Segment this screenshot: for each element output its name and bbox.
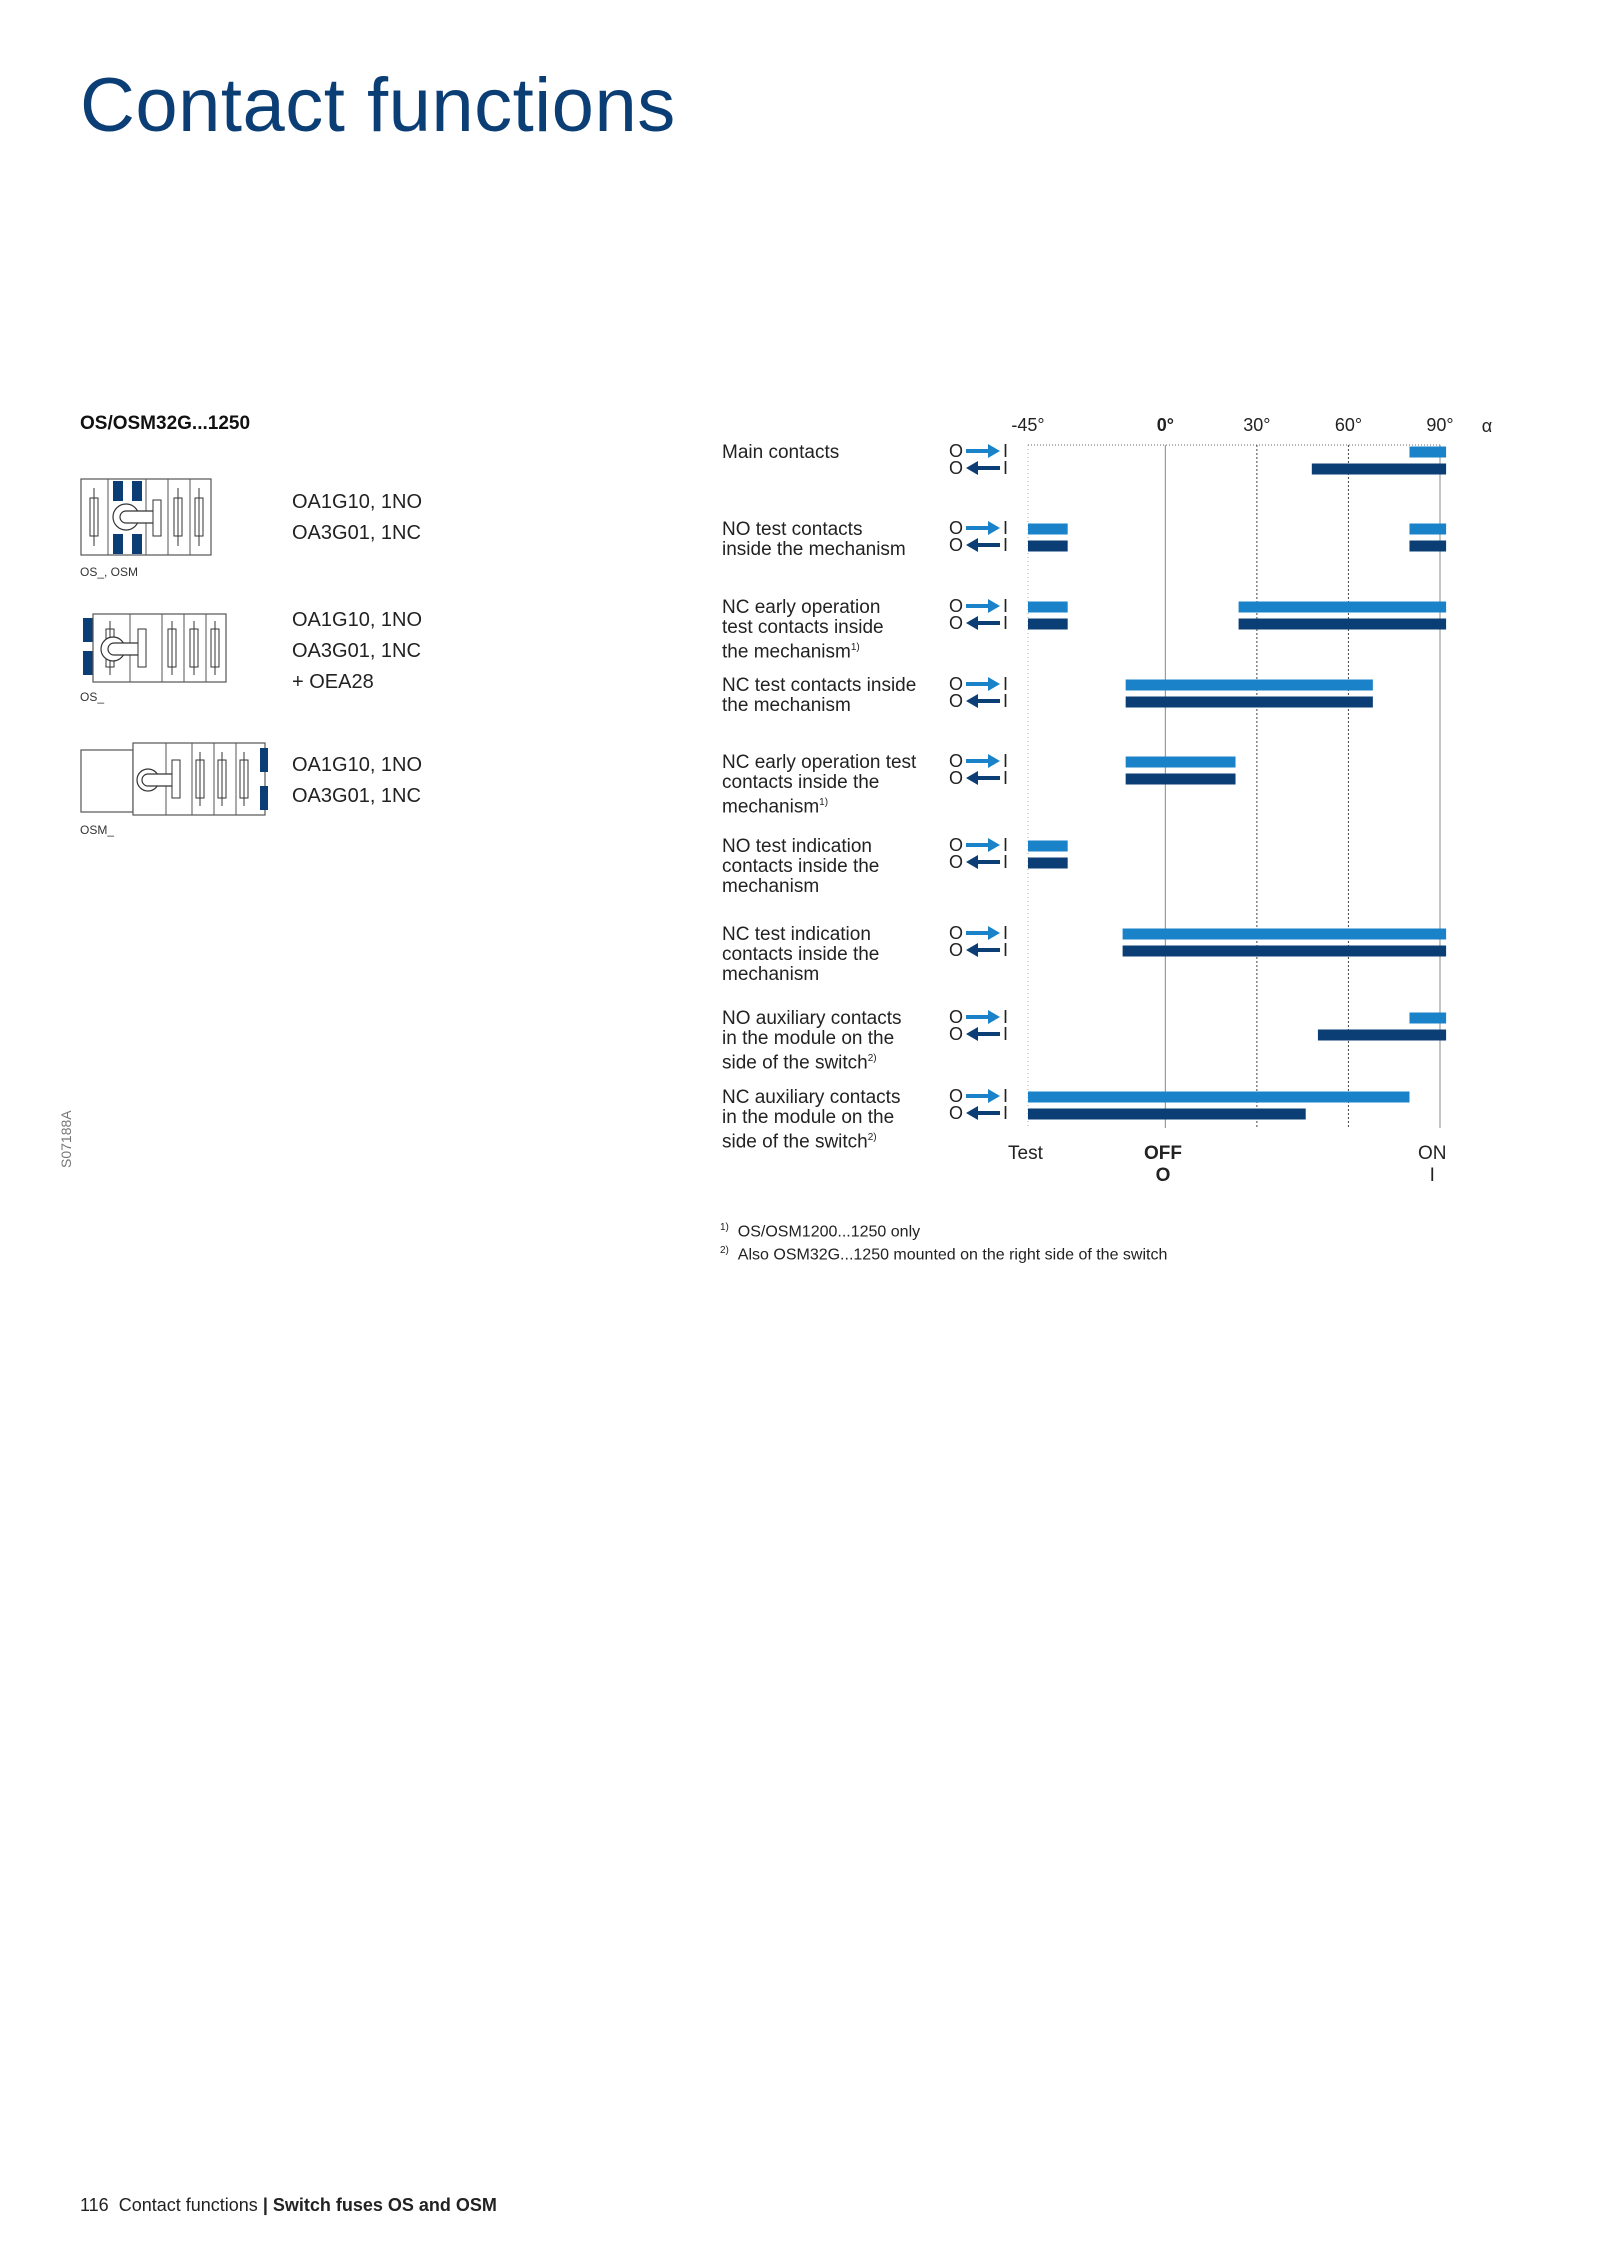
variant-line: OA1G10, 1NO bbox=[292, 609, 423, 631]
variant-line: OA1G10, 1NO bbox=[292, 491, 423, 513]
break-bar bbox=[1028, 541, 1068, 552]
make-bar bbox=[1409, 447, 1446, 458]
label-line: the mechanism bbox=[722, 695, 851, 716]
i-symbol: I bbox=[1003, 674, 1009, 694]
axis-tick-label: 90° bbox=[1426, 415, 1454, 435]
make-bar bbox=[1028, 524, 1068, 535]
i-symbol: I bbox=[1003, 518, 1009, 538]
axis-tick-label: 30° bbox=[1243, 415, 1271, 435]
variant-line: OA1G10, 1NO bbox=[292, 754, 423, 776]
contact-function-label bbox=[722, 598, 884, 662]
o-symbol: O bbox=[949, 852, 964, 872]
footer-doc-title: Switch fuses OS and OSM bbox=[272, 2195, 497, 2215]
footnote-2 bbox=[720, 1245, 1167, 1264]
device-illustration-osm bbox=[80, 742, 270, 837]
i-symbol: I bbox=[1003, 691, 1009, 711]
footnote-ref: 2) bbox=[867, 1053, 877, 1064]
switch-diagram-icon bbox=[80, 613, 230, 685]
break-bar bbox=[1126, 774, 1236, 785]
make-bar bbox=[1239, 602, 1447, 613]
make-bar bbox=[1409, 1013, 1446, 1024]
i-symbol: I bbox=[1003, 1024, 1009, 1044]
variant-line: OA3G01, 1NC bbox=[292, 640, 421, 662]
i-symbol: I bbox=[1003, 923, 1009, 943]
label-line: mechanism$^{1)}$ bbox=[722, 796, 829, 818]
o-symbol: O bbox=[949, 768, 964, 788]
make-bar bbox=[1028, 602, 1068, 613]
o-symbol: O bbox=[949, 940, 964, 960]
contact-function-label bbox=[722, 443, 839, 463]
position-test-label: Test bbox=[1008, 1143, 1043, 1164]
make-bar bbox=[1123, 929, 1446, 940]
page-number: 116 bbox=[80, 2195, 109, 2215]
label-line: mechanism bbox=[722, 964, 820, 985]
label-line: NO auxiliary contacts bbox=[722, 1008, 902, 1029]
break-bar bbox=[1123, 946, 1446, 957]
device-illustration-os bbox=[80, 613, 230, 704]
contact-function-label bbox=[722, 925, 879, 985]
o-symbol: O bbox=[949, 674, 964, 694]
o-symbol: O bbox=[949, 1103, 964, 1123]
footnote-text: OS/OSM1200...1250 only bbox=[737, 1223, 921, 1241]
i-symbol: I bbox=[1003, 1086, 1009, 1106]
i-symbol: I bbox=[1003, 1103, 1009, 1123]
i-symbol: I bbox=[1003, 613, 1009, 633]
break-bar bbox=[1409, 541, 1446, 552]
section-heading: OS/OSM32G...1250 bbox=[80, 413, 251, 434]
break-bar bbox=[1312, 464, 1446, 475]
figure-code: S07188A bbox=[58, 1110, 74, 1168]
break-bar bbox=[1239, 619, 1447, 630]
label-line: NC early operation test bbox=[722, 752, 917, 773]
on-symbol: I bbox=[1429, 1165, 1435, 1186]
label-line: NO test contacts bbox=[722, 519, 863, 540]
make-bar bbox=[1126, 757, 1236, 768]
make-bar bbox=[1409, 524, 1446, 535]
label-line: side of the switch$^{2)}$ bbox=[722, 1052, 877, 1074]
contact-function-label bbox=[722, 837, 879, 897]
break-bar bbox=[1028, 1109, 1306, 1120]
label-line: inside the mechanism bbox=[722, 539, 906, 560]
o-symbol: O bbox=[949, 1024, 964, 1044]
variant-line: OA3G01, 1NC bbox=[292, 785, 421, 807]
i-symbol: I bbox=[1003, 458, 1009, 478]
label-line: NC test indication bbox=[722, 924, 871, 945]
label-line: in the module on the bbox=[722, 1107, 895, 1128]
position-off-label bbox=[1144, 1143, 1182, 1187]
make-bar bbox=[1028, 1092, 1409, 1103]
device-variants bbox=[292, 605, 422, 698]
o-symbol: O bbox=[949, 923, 964, 943]
o-symbol: O bbox=[949, 613, 964, 633]
device-caption: OS_, OSM bbox=[80, 565, 139, 579]
footnote-ref: 1) bbox=[850, 642, 860, 653]
i-symbol: I bbox=[1003, 768, 1009, 788]
label-line: NC test contacts inside bbox=[722, 675, 917, 696]
o-symbol: O bbox=[949, 1007, 964, 1027]
o-symbol: O bbox=[949, 596, 964, 616]
break-bar bbox=[1028, 619, 1068, 630]
footer-section: Contact functions bbox=[118, 2195, 258, 2215]
off-text: OFF bbox=[1144, 1143, 1182, 1164]
footnote-mark: 1) bbox=[720, 1222, 729, 1233]
device-variants bbox=[292, 487, 422, 549]
contact-timing-diagram bbox=[980, 405, 1520, 1185]
o-symbol: O bbox=[949, 441, 964, 461]
variant-line: OA3G01, 1NC bbox=[292, 522, 421, 544]
label-line: contacts inside the bbox=[722, 856, 880, 877]
label-line: test contacts inside bbox=[722, 617, 884, 638]
o-symbol: O bbox=[949, 518, 964, 538]
break-bar bbox=[1028, 858, 1068, 869]
footnote-ref: 2) bbox=[867, 1132, 877, 1143]
make-bar bbox=[1028, 841, 1068, 852]
footnote-ref: 1) bbox=[819, 797, 829, 808]
page-footer bbox=[80, 2195, 497, 2216]
o-symbol: O bbox=[949, 535, 964, 555]
o-symbol: O bbox=[949, 691, 964, 711]
footer-separator: | bbox=[262, 2195, 268, 2215]
contact-function-label bbox=[722, 520, 906, 560]
i-symbol: I bbox=[1003, 852, 1009, 872]
position-on-label bbox=[1418, 1143, 1447, 1187]
page-title: Contact functions bbox=[80, 63, 676, 148]
label-line: NO test indication bbox=[722, 836, 872, 857]
footnote-mark: 2) bbox=[720, 1245, 729, 1256]
label-line: contacts inside the bbox=[722, 772, 880, 793]
footnote-1 bbox=[720, 1222, 920, 1241]
contact-function-label bbox=[722, 1009, 902, 1073]
o-symbol: O bbox=[949, 751, 964, 771]
i-symbol: I bbox=[1003, 751, 1009, 771]
i-symbol: I bbox=[1003, 1007, 1009, 1027]
label-line: the mechanism$^{1)}$ bbox=[722, 641, 860, 663]
break-bar bbox=[1318, 1030, 1446, 1041]
o-symbol: O bbox=[949, 458, 964, 478]
variant-line: + OEA28 bbox=[292, 671, 374, 693]
device-illustration-os-osm bbox=[80, 478, 215, 579]
i-symbol: I bbox=[1003, 940, 1009, 960]
i-symbol: I bbox=[1003, 596, 1009, 616]
switch-diagram-icon bbox=[80, 478, 215, 558]
i-symbol: I bbox=[1003, 441, 1009, 461]
label-line: side of the switch$^{2)}$ bbox=[722, 1131, 877, 1153]
break-bar bbox=[1126, 697, 1373, 708]
label-line: Main contacts bbox=[722, 442, 840, 463]
switch-diagram-icon bbox=[80, 742, 270, 818]
off-symbol: O bbox=[1155, 1165, 1171, 1186]
label-line: NC auxiliary contacts bbox=[722, 1087, 901, 1108]
label-line: NC early operation bbox=[722, 597, 881, 618]
device-variants bbox=[292, 750, 422, 812]
axis-tick-label: 60° bbox=[1334, 415, 1363, 435]
label-line: contacts inside the bbox=[722, 944, 880, 965]
contact-function-label bbox=[722, 753, 916, 817]
alpha-symbol: α bbox=[1481, 416, 1493, 436]
device-caption: OSM_ bbox=[80, 823, 115, 837]
on-text: ON bbox=[1418, 1143, 1447, 1164]
contact-function-label bbox=[722, 676, 916, 716]
footnote-text: Also OSM32G...1250 mounted on the right side of the switch bbox=[737, 1246, 1168, 1264]
i-symbol: I bbox=[1003, 835, 1009, 855]
axis-tick-label: 0° bbox=[1156, 415, 1174, 435]
device-caption: OS_ bbox=[80, 690, 105, 704]
o-symbol: O bbox=[949, 1086, 964, 1106]
label-line: mechanism bbox=[722, 876, 820, 897]
o-symbol: O bbox=[949, 835, 964, 855]
label-line: in the module on the bbox=[722, 1028, 895, 1049]
contact-function-label bbox=[722, 1088, 900, 1152]
make-bar bbox=[1126, 680, 1373, 691]
axis-tick-label: -45° bbox=[1011, 415, 1045, 435]
i-symbol: I bbox=[1003, 535, 1009, 555]
